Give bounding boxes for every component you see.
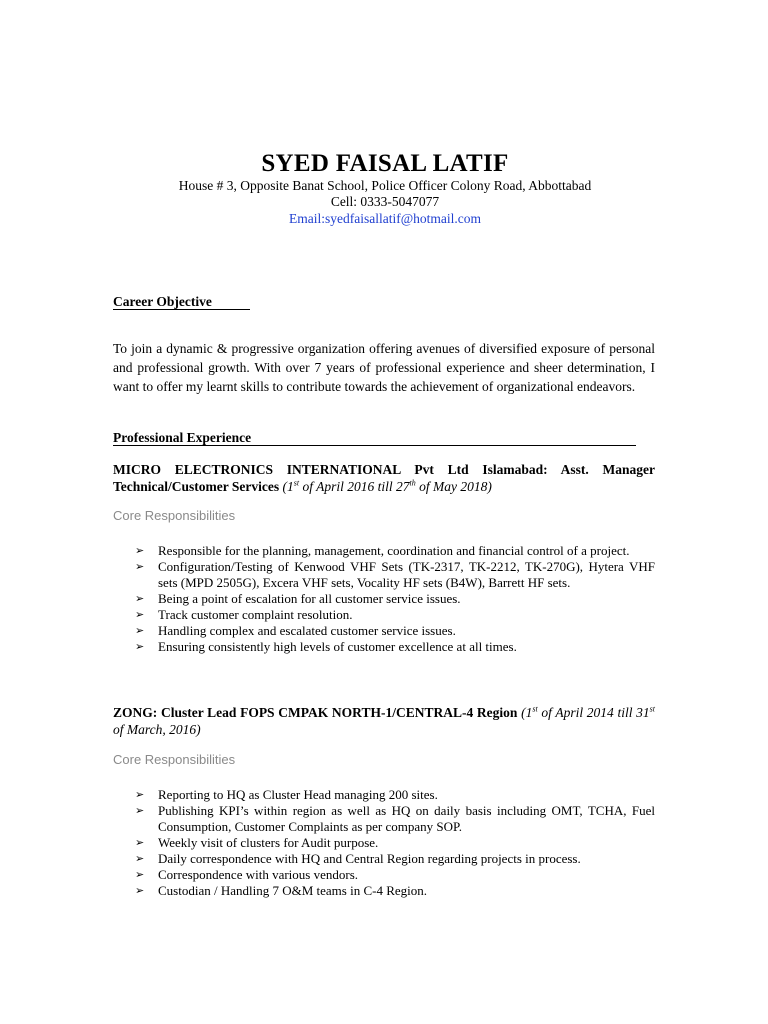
list-item: ➢ Configuration/Testing of Kenwood VHF Sets (TK-2317, TK-2212, TK-270G), Hytera VHF sets (MPD 2505G), Excera VHF sets, Vocality HF sets (B4W), Barrett HF sets. [135, 559, 655, 590]
list-item: ➢ Reporting to HQ as Cluster Head managing 200 sites. [135, 787, 438, 802]
responsibilities-list-2 [113, 787, 655, 899]
list-item: ➢ Publishing KPI’s within region as well as HQ on daily basis including OMT, TCHA, Fuel Consumption, Customer Complaints as per company SOP. [135, 803, 655, 834]
list-item: ➢ Being a point of escalation for all customer service issues. [135, 591, 461, 606]
list-item: ➢ Handling complex and escalated customer service issues. [135, 623, 456, 638]
job-title-2 [113, 704, 655, 738]
list-item: ➢ Responsible for the planning, management, coordination and financial control of a project. [135, 543, 630, 558]
core-responsibilities-label: Core Responsibilities [113, 752, 236, 767]
list-item: ➢ Ensuring consistently high levels of customer excellence at all times. [135, 639, 517, 654]
arrow-bullet-icon: ➢ [135, 640, 145, 653]
professional-experience-underline [113, 445, 636, 446]
candidate-name: SYED FAISAL LATIF [261, 150, 509, 177]
arrow-bullet-icon: ➢ [135, 592, 145, 605]
resume-page [113, 0, 655, 1024]
job-period: (1st of April 2016 till 27th of May 2018) [282, 478, 492, 494]
job-company-role: MICRO ELECTRONICS INTERNATIONAL Pvt Ltd Islamabad: Asst. Manager Technical/Customer Services [113, 462, 655, 494]
arrow-bullet-icon: ➢ [135, 836, 145, 849]
career-objective-heading: Career Objective [113, 294, 212, 309]
job-title-1 [113, 461, 655, 495]
list-item: ➢ Correspondence with various vendors. [135, 867, 359, 882]
professional-experience-heading: Professional Experience [113, 430, 252, 445]
career-objective-underline [113, 309, 250, 310]
list-item: ➢ Track customer complaint resolution. [135, 607, 353, 622]
arrow-bullet-icon: ➢ [135, 804, 145, 817]
arrow-bullet-icon: ➢ [135, 852, 145, 865]
core-responsibilities-label: Core Responsibilities [113, 508, 236, 523]
arrow-bullet-icon: ➢ [135, 868, 145, 881]
email-link[interactable]: Email:syedfaisallatif@hotmail.com [288, 211, 481, 226]
arrow-bullet-icon: ➢ [135, 560, 145, 573]
arrow-bullet-icon: ➢ [135, 544, 145, 557]
arrow-bullet-icon: ➢ [135, 788, 145, 801]
arrow-bullet-icon: ➢ [135, 624, 145, 637]
arrow-bullet-icon: ➢ [135, 608, 145, 621]
responsibilities-list-1 [113, 543, 655, 655]
list-item: ➢ Weekly visit of clusters for Audit purpose. [135, 835, 379, 850]
career-objective-text: To join a dynamic & progressive organization offering avenues of diversified exposure of personal and professional growth. With over 7 years of professional experience and sheer determination, I want to offer my learnt skills to contribute towards the achievement of organizational endeavors. [113, 341, 655, 394]
job-period: (1st of April 2014 till 31st of March, 2016) [113, 704, 656, 737]
list-item: ➢ Daily correspondence with HQ and Central Region regarding projects in process. [135, 851, 581, 866]
list-item: ➢ Custodian / Handling 7 O&M teams in C-4 Region. [135, 883, 428, 898]
cell-number: Cell: 0333-5047077 [330, 194, 440, 209]
address: House # 3, Opposite Banat School, Police Officer Colony Road, Abbottabad [178, 178, 592, 193]
job-company-role: ZONG: Cluster Lead FOPS CMPAK NORTH-1/CENTRAL-4 Region [113, 705, 518, 720]
arrow-bullet-icon: ➢ [135, 884, 145, 897]
